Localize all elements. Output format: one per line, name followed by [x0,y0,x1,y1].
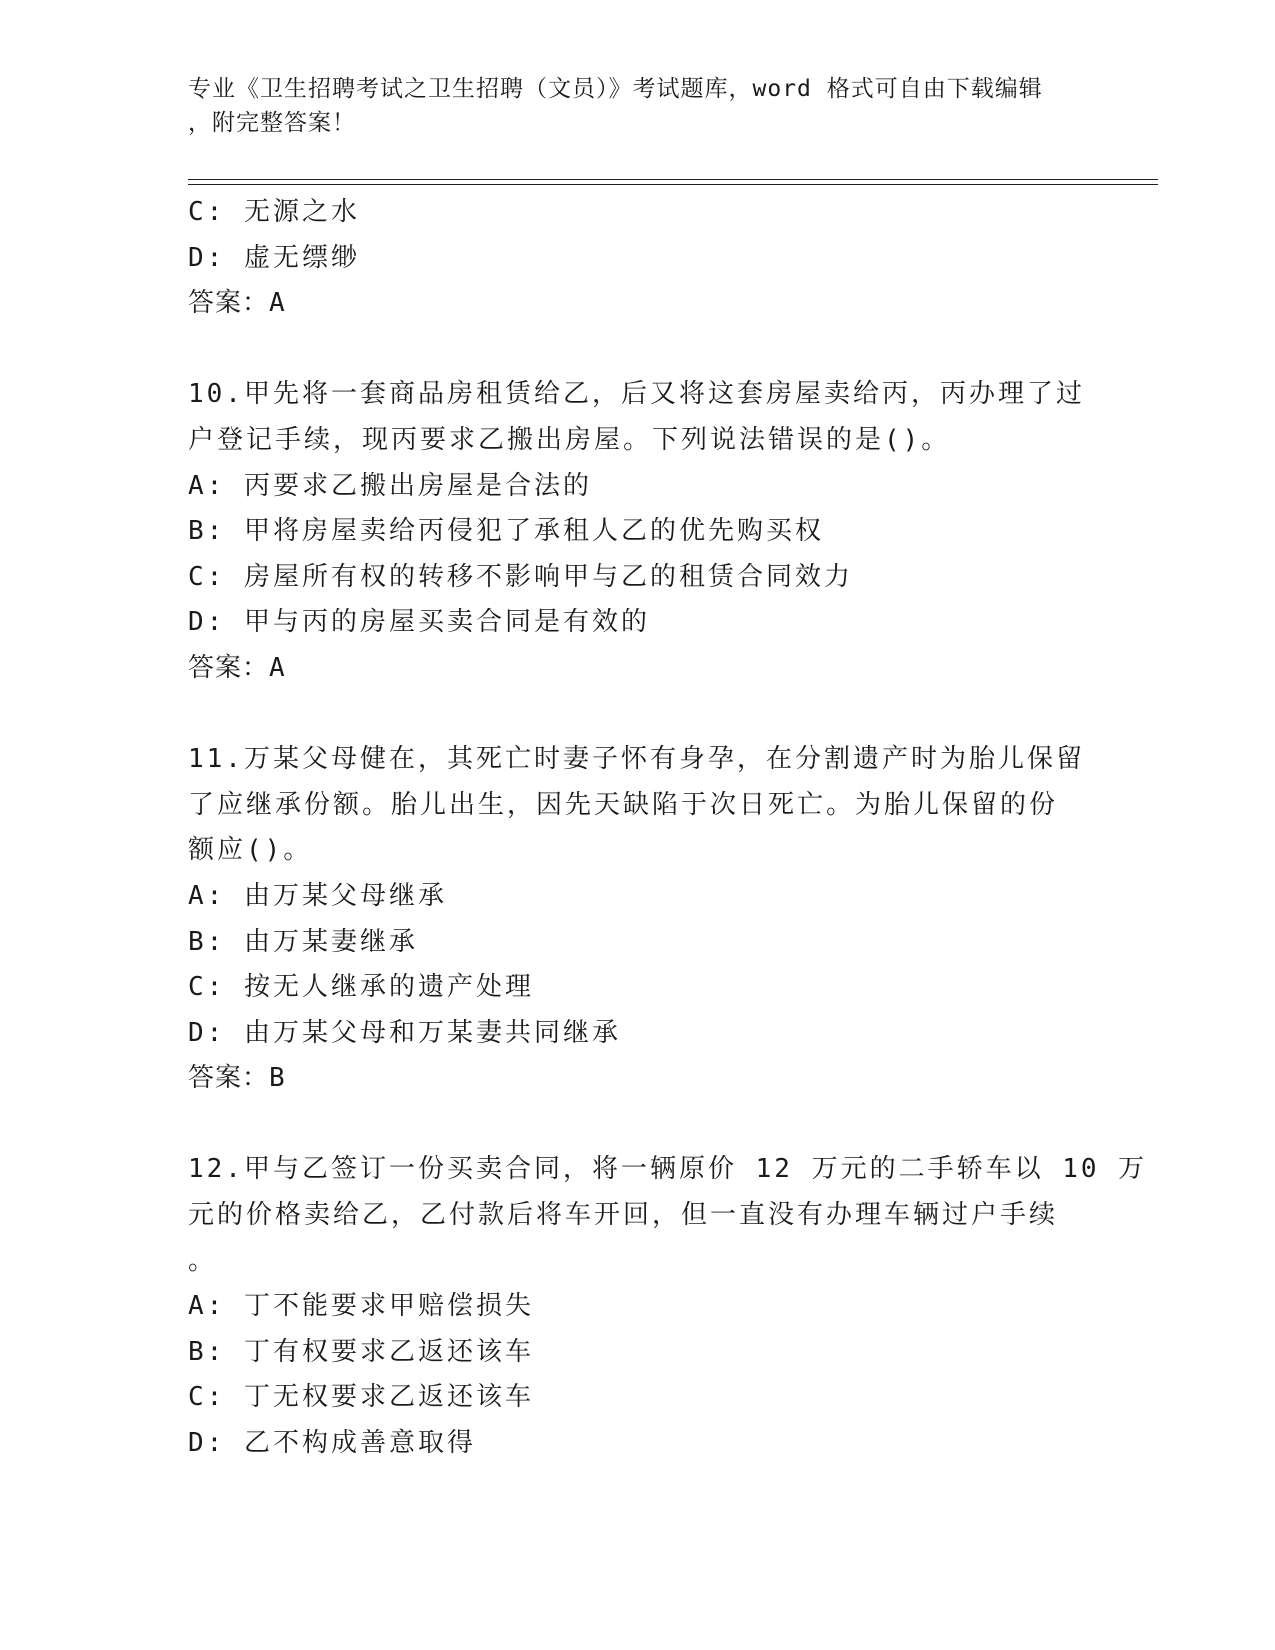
option-b: B: 丁有权要求乙返还该车 [188,1336,534,1367]
option-d: D: 由万某父母和万某妻共同继承 [188,1017,621,1048]
option-a: A: 丙要求乙搬出房屋是合法的 [188,470,592,501]
option-c: C: 按无人继承的遗产处理 [188,972,534,1003]
question-stem-line: 。 [188,1245,218,1276]
spacer [188,1102,1088,1148]
question-stem-line: 了应继承份额。胎儿出生，因先天缺陷于次日死亡。为胎儿保留的份 [188,789,1059,820]
option-d: D: 甲与丙的房屋买卖合同是有效的 [188,607,650,638]
document-header [188,72,1088,140]
question-stem-line: 12.甲与乙签订一份买卖合同，将一辆原价 12 万元的二手轿车以 10 万 [188,1154,1148,1185]
question-content [188,190,1148,1467]
option-a: A: 由万某父母继承 [188,880,447,911]
question-10 [188,372,1088,691]
question-12 [188,1147,1148,1466]
header-rule-bottom [188,184,1158,185]
answer: 答案：A [188,652,286,683]
header-line-2: ，附完整答案！ [188,110,356,136]
question-stem-line: 户登记手续，现丙要求乙搬出房屋。下列说法错误的是()。 [188,424,951,455]
option-a: A: 丁不能要求甲赔偿损失 [188,1291,534,1322]
header-line-1: 专业《卫生招聘考试之卫生招聘（文员）》考试题库，word 格式可自由下载编辑 [188,76,1043,102]
option-c: C: 无源之水 [188,197,360,227]
question-stem-line: 元的价格卖给乙，乙付款后将车开回，但一直没有办理车辆过户手续 [188,1200,1059,1231]
answer: 答案：A [188,288,286,319]
answer: 答案：B [188,1063,286,1094]
question-stem-line: 10.甲先将一套商品房租赁给乙，后又将这套房屋卖给丙，丙办理了过 [188,379,1085,410]
option-b: B: 甲将房屋卖给丙侵犯了承租人乙的优先购买权 [188,516,824,547]
option-d: D: 虚无缥缈 [188,242,360,273]
spacer [188,692,1088,738]
option-b: B: 由万某妻继承 [188,926,418,957]
header-rule-top [188,179,1158,180]
option-d: D: 乙不构成善意取得 [188,1428,476,1459]
option-c: C: 房屋所有权的转移不影响甲与乙的租赁合同效力 [188,561,853,592]
spacer [188,327,1088,373]
question-11 [188,737,1088,1102]
question-stem-line: 11.万某父母健在，其死亡时妻子怀有身孕，在分割遗产时为胎儿保留 [188,744,1085,775]
option-c: C: 丁无权要求乙返还该车 [188,1382,534,1413]
question-stem-line: 额应()。 [188,835,313,866]
